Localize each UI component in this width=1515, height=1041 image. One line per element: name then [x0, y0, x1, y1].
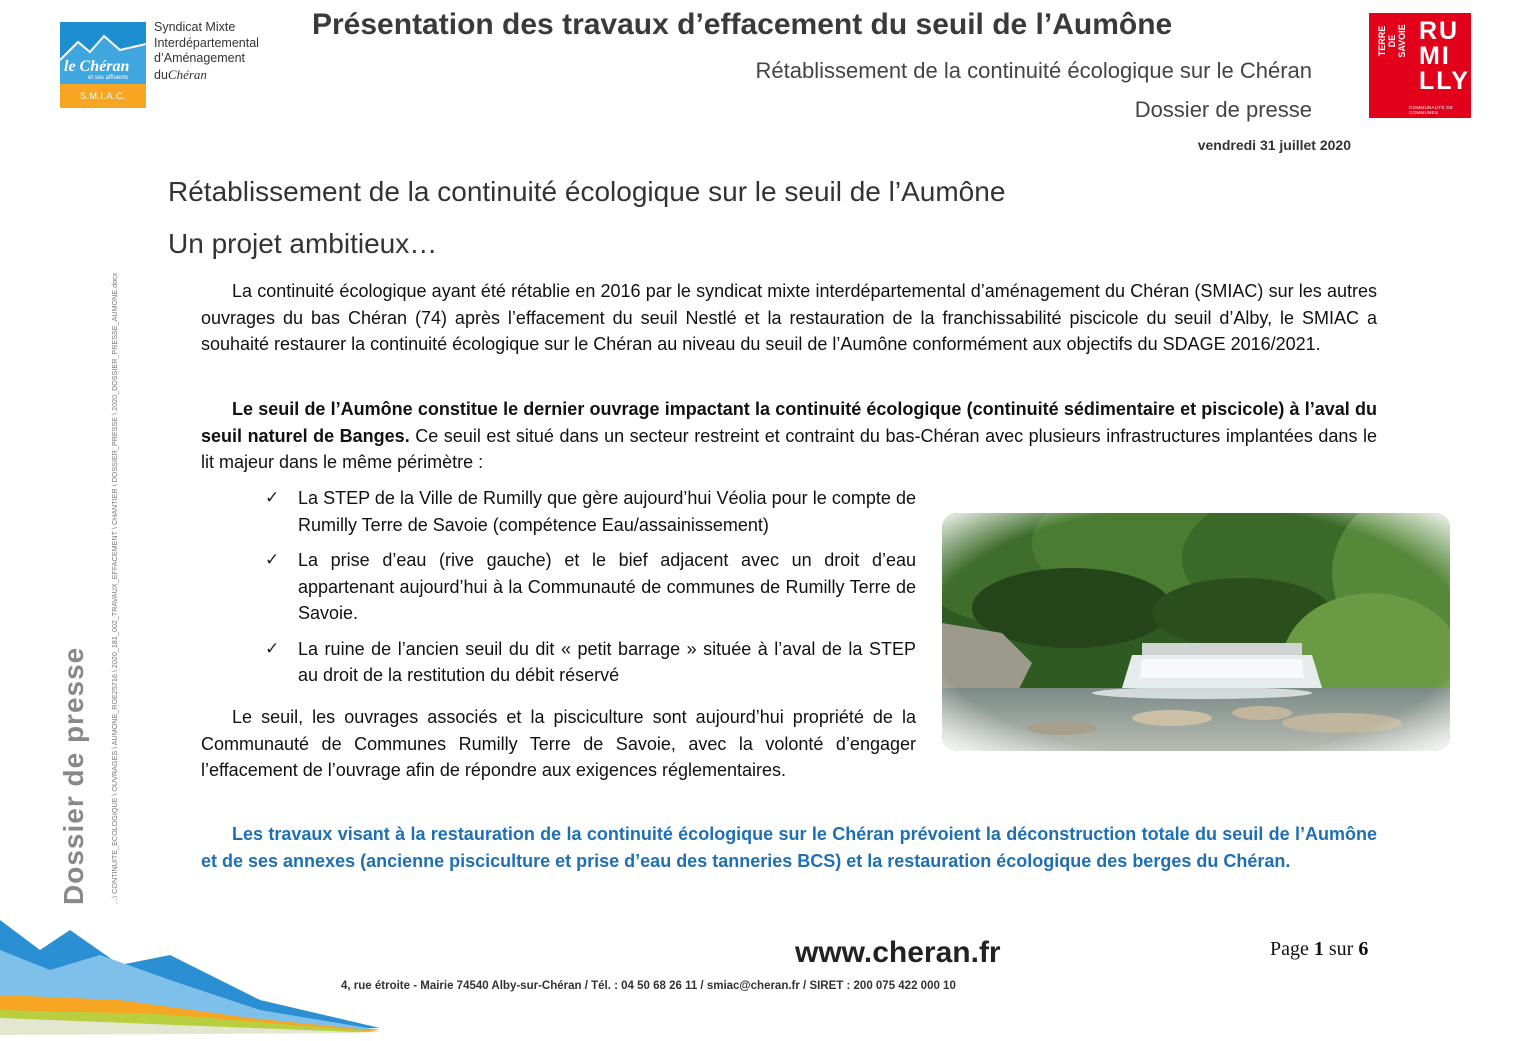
check-icon: ✓ — [265, 488, 280, 507]
doc-date: vendredi 31 juillet 2020 — [1197, 137, 1351, 153]
rumilly-logo — [1369, 13, 1471, 118]
footer-wave-graphic — [0, 910, 400, 1041]
rumilly-letters — [1419, 19, 1470, 94]
rumilly-letters-1: RU — [1419, 17, 1460, 45]
list-item — [265, 636, 916, 689]
footer-address: 4, rue étroite - Mairie 74540 Alby-sur-Chéran / Tél. : 04 50 68 26 11 / smiac@cheran.fr / SIRET : 200 075 422 000 10 — [341, 980, 956, 992]
smiac-affluents-text: et ses affluents — [88, 75, 129, 81]
list-item-text: La STEP de la Ville de Rumilly que gère aujourd’hui Véolia pour le compte de Rumilly Terre de Savoie (compétence Eau/assainissement) — [298, 488, 916, 535]
side-file-path: …\ CONTINUITE_ECOLOGIQUE \ OUVRAGES \ AUMONE_ROE25716 \ 2020_181_002_TRAVAUX_EFFACEMENT \ CHANTIER \ DOSSIER_PRESSE \ 2020_DOSSIER_PRESSE_AUMONE.docx — [110, 272, 119, 905]
page-subtitle: Rétablissement de la continuité écologique sur le Chéran — [755, 58, 1312, 83]
smiac-acronym: S.M.I.A.C. — [60, 84, 146, 108]
rumilly-letters-2: MI — [1419, 42, 1451, 70]
smiac-logo — [60, 22, 146, 108]
list-item-text: La prise d’eau (rive gauche) et le bief adjacent avec un droit d’eau appartenant aujourd’hui à la Communauté de communes de Rumilly Terre de Savoie. — [298, 550, 916, 623]
side-doc-label: Dossier de presse — [58, 646, 89, 905]
weir-photo-image — [942, 513, 1450, 751]
smiac-name-line-1: Syndicat Mixte — [154, 20, 236, 34]
smiac-full-name — [154, 20, 259, 83]
weir-photo — [942, 513, 1450, 751]
rumilly-terre-de-savoie — [1377, 11, 1407, 71]
smiac-logo-blue-panel — [60, 22, 146, 84]
page-mid: sur — [1323, 938, 1359, 960]
page-number — [1270, 938, 1368, 961]
page-total: 6 — [1358, 938, 1369, 960]
rumilly-de: DE — [1387, 34, 1397, 48]
rumilly-cc-label: COMMUNAUTÉ DE COMMUNES — [1409, 105, 1454, 115]
page-prefix: Page — [1270, 938, 1314, 960]
page-title: Présentation des travaux d’effacement du seuil de l’Aumône — [312, 8, 1173, 41]
paragraph-intro: La continuité écologique ayant été rétablie en 2016 par le syndicat mixte interdépartemental d’aménagement du Chéran (SMIAC) sur les autres ouvrages du bas Chéran (74) après l’effacement du seuil Nestlé et la restauration de la franchissabilité piscicole du seuil d’Alby, le SMIAC a souhaité restaurer la continuité écologique sur le Chéran au niveau du seuil de l’Aumône conformément aux objectifs du SDAGE 2016/2021. — [201, 281, 1377, 354]
smiac-script-text: le Chéran — [64, 58, 130, 75]
smiac-name-line-2: Interdépartemental — [154, 35, 259, 50]
list-item — [265, 547, 916, 627]
paragraph-works-highlight: Les travaux visant à la restauration de la continuité écologique sur le Chéran prévoient la déconstruction totale du seuil de l’Aumône et de ses annexes (ancienne pisciculture et prise d’eau des tanneries BCS) et la restauration écologique des berges du Chéran. — [201, 824, 1377, 871]
paragraph-context-rest: Ce seuil est situé dans un secteur restreint et contraint du bas-Chéran avec plusieurs infrastructures implantées dans le lit majeur dans le même périmètre : — [201, 425, 1377, 472]
check-icon: ✓ — [265, 550, 280, 569]
section-title: Rétablissement de la continuité écologique sur le seuil de l’Aumône — [168, 176, 1006, 207]
smiac-name-line-3: d’Aménagement — [154, 51, 246, 65]
list-item — [265, 485, 916, 538]
page-current: 1 — [1313, 938, 1324, 960]
check-icon: ✓ — [265, 638, 280, 658]
website-link[interactable]: www.cheran.fr — [795, 936, 1001, 969]
doc-type-label: Dossier de presse — [1134, 97, 1312, 122]
infrastructure-list — [265, 485, 916, 698]
smiac-name-line-4 — [154, 67, 259, 84]
paragraph-ownership: Le seuil, les ouvrages associés et la pisciculture sont aujourd’hui propriété de la Communauté de Communes Rumilly Terre de Savoie, avec la volonté d’engager l’effacement de l’ouvrage afin de répondre aux exigences réglementaires. — [201, 707, 916, 780]
smiac-name-du: du — [154, 67, 168, 82]
rumilly-terre: TERRE — [1377, 25, 1387, 57]
rumilly-letters-3: LLY — [1419, 67, 1470, 95]
section-subtitle: Un projet ambitieux… — [168, 228, 438, 259]
list-item-text: La ruine de l’ancien seuil du dit « petit barrage » située à l’aval de la STEP au droit de la restitution du débit réservé — [298, 638, 916, 685]
paragraph-context — [201, 396, 1377, 476]
paragraph-context-bold: Le seuil de l’Aumône constitue le dernier ouvrage impactant la continuité écologique (continuité sédimentaire et piscicole) à l’aval du seuil naturel de Banges. — [201, 399, 1377, 446]
smiac-name-cheran: Chéran — [167, 66, 207, 82]
rumilly-savoie: SAVOIE — [1397, 24, 1407, 58]
